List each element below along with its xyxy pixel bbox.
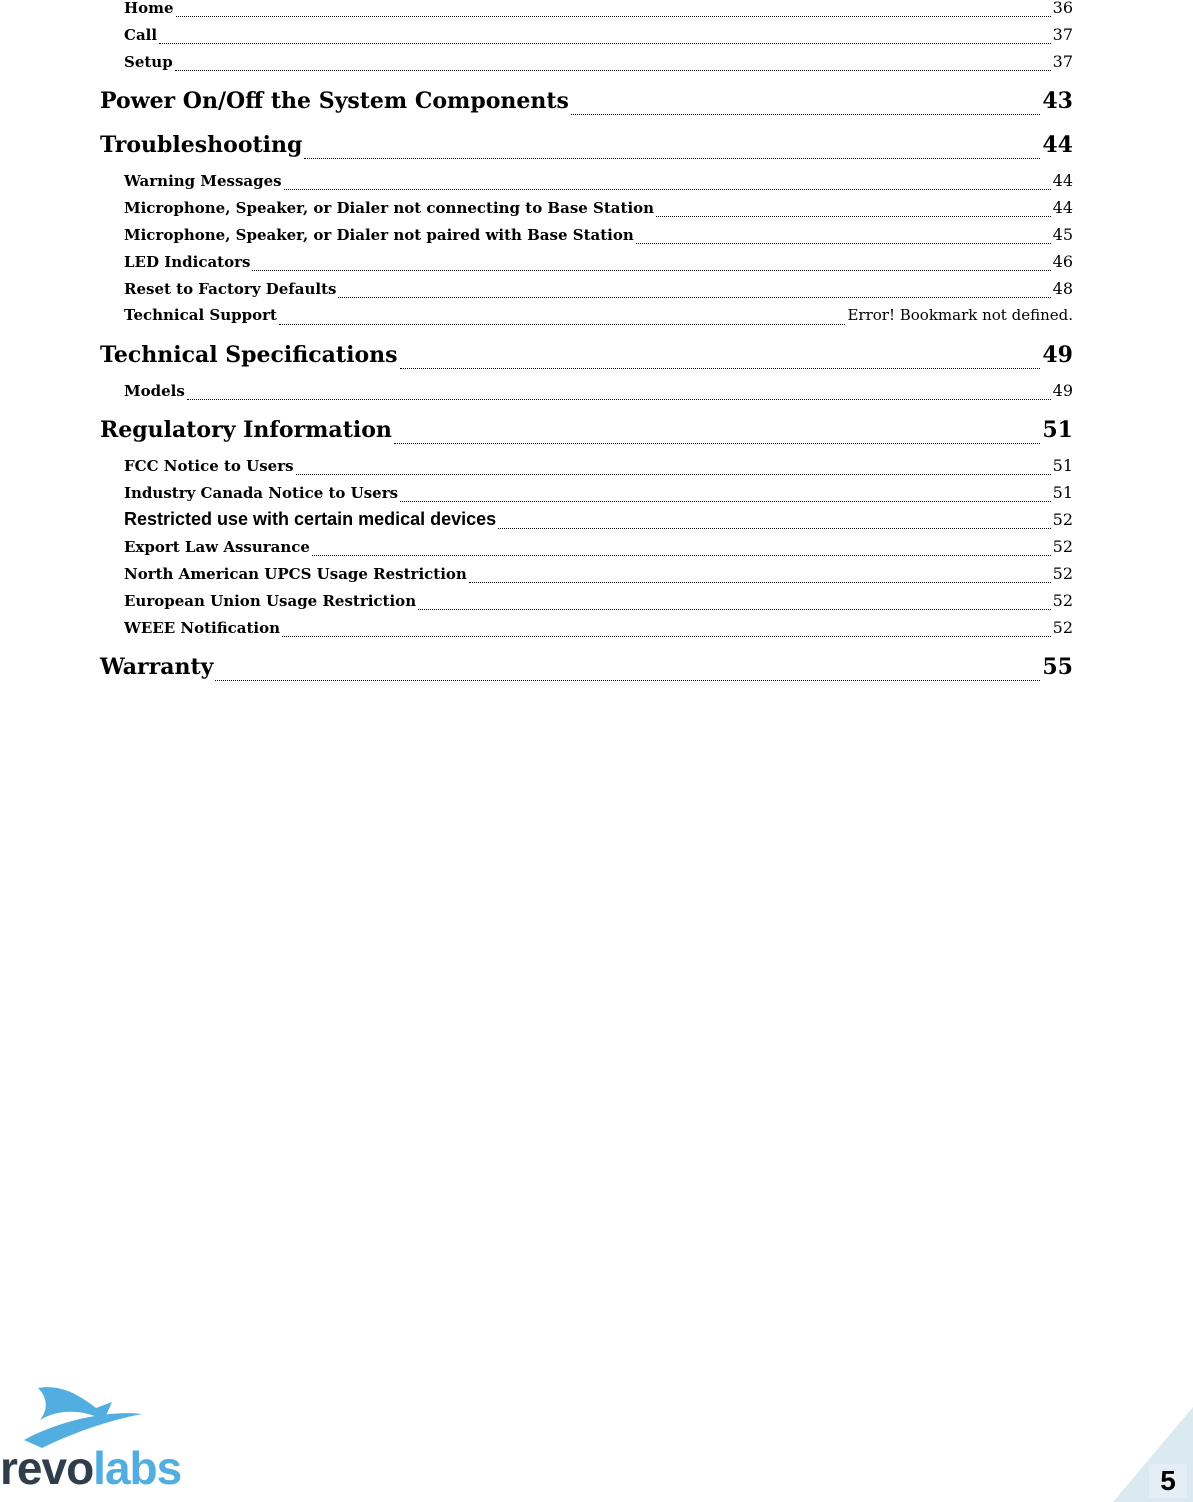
toc-entry-page: 48 [1052,279,1073,298]
toc-entry-page: 49 [1052,381,1073,400]
page-number: 5 [1149,1464,1187,1498]
toc-entry-label: Troubleshooting [100,132,303,158]
dot-leader [252,270,1050,271]
toc-entry-models[interactable] [100,377,1073,404]
toc-entry-not-connecting[interactable] [100,194,1073,221]
toc-entry-setup[interactable] [100,48,1073,75]
dot-leader [312,555,1051,556]
toc-entry-label: Warranty [100,654,214,680]
toc-entry-label: WEEE Notification [124,619,281,637]
toc-entry-medical-devices[interactable] [100,506,1073,533]
dot-leader [338,297,1050,298]
toc-entry-page: 52 [1052,618,1073,637]
dot-leader [304,158,1040,159]
toc-entry-label: Models [124,382,185,400]
toc-entry-page: 46 [1052,252,1073,271]
toc-entry-eu-restriction[interactable] [100,587,1073,614]
logo-word-revo: revo [0,1442,94,1494]
toc-entry-page: 45 [1052,225,1073,244]
toc-entry-label: North American UPCS Usage Restriction [124,565,467,583]
toc-entry-label: LED Indicators [124,253,251,271]
toc-entry-page: 51 [1052,483,1073,502]
dot-leader [175,70,1051,71]
toc-entry-page: 52 [1052,564,1073,583]
toc-entry-troubleshooting[interactable] [100,127,1073,163]
dot-leader [296,474,1051,475]
toc-entry-warning-messages[interactable] [100,167,1073,194]
toc-entry-page: 52 [1052,591,1073,610]
toc-entry-technical-specifications[interactable] [100,337,1073,373]
dot-leader [279,324,846,325]
toc-entry-label: Export Law Assurance [124,538,310,556]
toc-entry-weee-notification[interactable] [100,614,1073,641]
dot-leader [656,216,1051,217]
toc-entry-warranty[interactable] [100,649,1073,685]
toc-entry-power-on-off[interactable] [100,83,1073,119]
dot-leader [469,582,1051,583]
toc-entry-label: Industry Canada Notice to Users [124,484,399,502]
toc-entry-page: Error! Bookmark not defined. [847,306,1073,324]
toc-entry-fcc-notice[interactable] [100,452,1073,479]
toc-entry-label: FCC Notice to Users [124,457,294,475]
toc-entry-page: 37 [1052,25,1073,44]
dot-leader [636,243,1051,244]
dot-leader [215,680,1040,681]
toc-entry-industry-canada-notice[interactable] [100,479,1073,506]
toc-entry-not-paired[interactable] [100,221,1073,248]
toc-entry-upcs-restriction[interactable] [100,560,1073,587]
toc-entry-page: 52 [1052,537,1073,556]
toc-entry-led-indicators[interactable] [100,248,1073,275]
toc-entry-call[interactable] [100,21,1073,48]
dot-leader [418,609,1051,610]
toc-entry-label: Technical Support [124,306,277,324]
dot-leader [394,443,1040,444]
revolabs-logo [0,1442,182,1494]
toc-entry-page: 44 [1042,132,1073,158]
toc-entry-label: Call [124,26,158,44]
dot-leader [284,189,1051,190]
toc-entry-label: Restricted use with certain medical devices [124,509,497,529]
toc-entry-page: 44 [1052,171,1073,190]
toc-entry-home[interactable] [100,0,1073,21]
dot-leader [282,636,1051,637]
toc-entry-reset-factory-defaults[interactable] [100,275,1073,302]
toc-entry-label: Technical Specifications [100,342,398,368]
toc-entry-page: 49 [1042,342,1073,368]
dot-leader [159,43,1051,44]
toc-entry-label: Warning Messages [124,172,282,190]
toc-entry-page: 55 [1042,654,1073,680]
toc-entry-page: 51 [1052,456,1073,475]
toc-entry-label: Home [124,0,174,17]
toc-entry-regulatory-information[interactable] [100,412,1073,448]
dot-leader [187,399,1051,400]
logo-word-labs: labs [93,1442,182,1494]
dot-leader [176,16,1051,17]
toc-entry-page: 52 [1052,510,1073,529]
toc-entry-technical-support[interactable] [100,302,1073,329]
toc-entry-label: Setup [124,53,173,71]
toc-entry-label: Microphone, Speaker, or Dialer not paired with Base Station [124,226,634,244]
dot-leader [400,368,1041,369]
toc-entry-label: Reset to Factory Defaults [124,280,337,298]
toc-entry-page: 44 [1052,198,1073,217]
toc-entry-label: Regulatory Information [100,417,392,443]
dot-leader [400,501,1051,502]
toc-entry-label: Microphone, Speaker, or Dialer not connecting to Base Station [124,199,655,217]
toc-entry-page: 43 [1042,88,1073,114]
toc-entry-export-law[interactable] [100,533,1073,560]
dot-leader [571,114,1040,115]
dot-leader [498,528,1050,529]
toc-entry-label: European Union Usage Restriction [124,592,417,610]
toc-entry-label: Power On/Off the System Components [100,88,569,114]
toc-entry-page: 51 [1042,417,1073,443]
toc-entry-page: 37 [1052,52,1073,71]
toc-entry-page: 36 [1052,0,1073,17]
table-of-contents [100,0,1073,689]
